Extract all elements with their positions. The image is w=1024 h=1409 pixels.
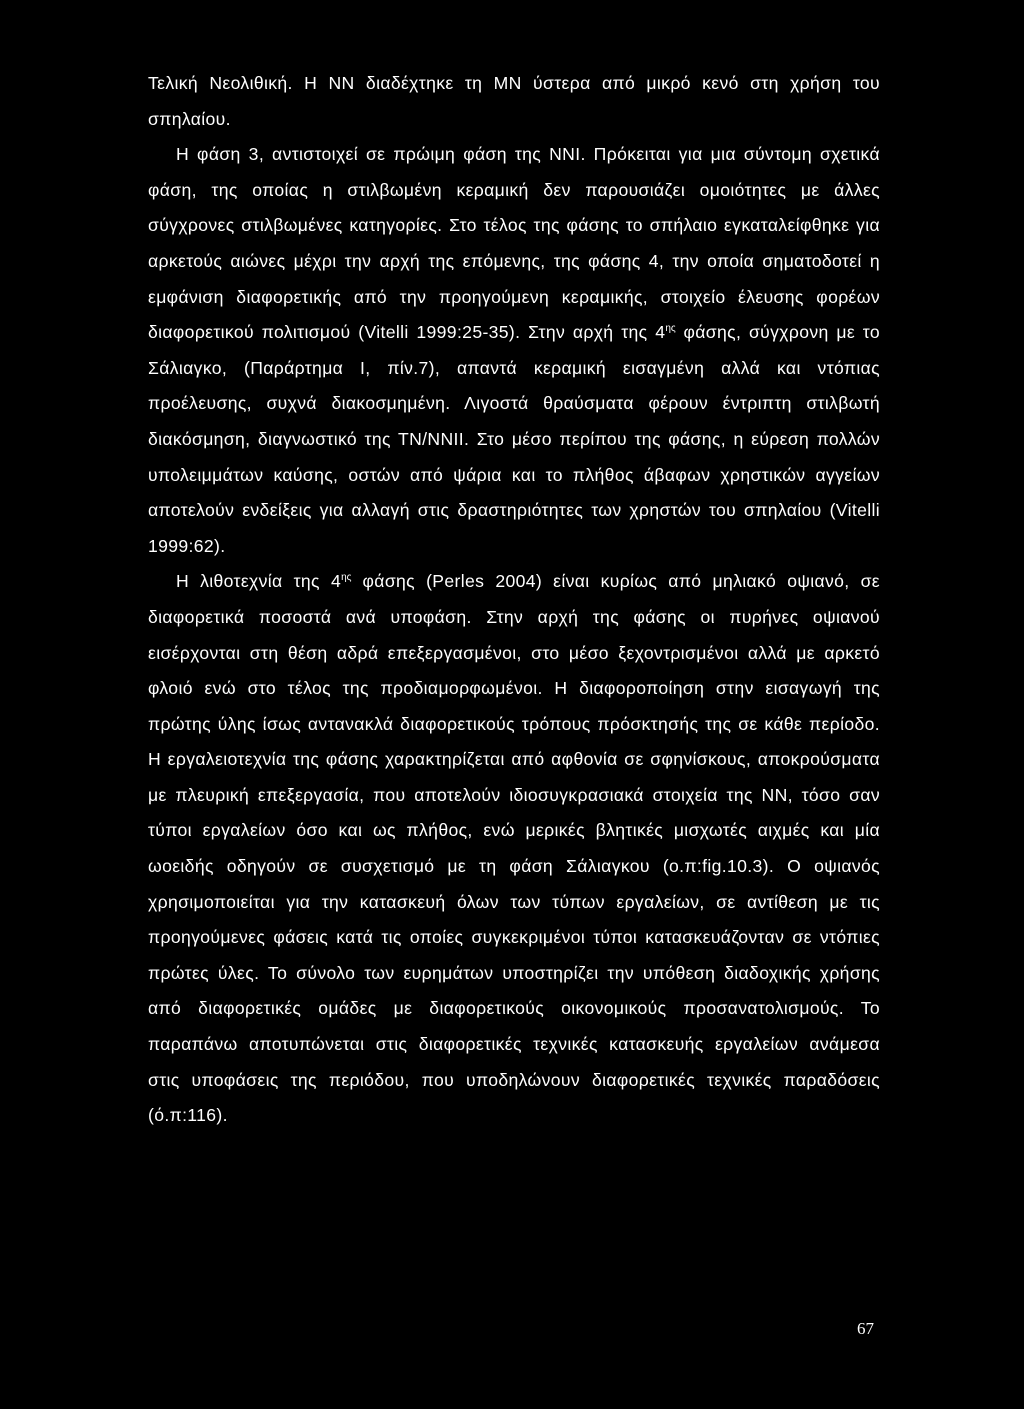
page-number: 67 — [857, 1319, 874, 1338]
paragraph-1-text: Τελική Νεολιθική. Η ΝΝ διαδέχτηκε τη ΜΝ ύστερα από μικρό κενό στη χρήση του σπηλαίου. — [148, 73, 880, 129]
paragraph-3 — [148, 564, 880, 1134]
paragraph-1 — [148, 66, 880, 137]
body-text — [148, 66, 880, 1134]
paragraph-2-text-a: Η φάση 3, αντιστοιχεί σε πρώιμη φάση της ΝΝΙ. Πρόκειται για μια σύντομη σχετικά φάση, της οποίας η στιλβωμένη κεραμική δεν παρουσιάζει ομοιότητες με άλλες σύγχρονες στιλβωμένες κατηγορίες. Στο τέλος της φάσης το σπήλαιο εγκαταλείφθηκε για αρκετούς αιώνες μέχρι την αρχή της επόμενης, της φάσης 4, την οποία σηματοδοτεί η εμφάνιση διαφορετικής από την προηγούμενη κεραμικής, στοιχείο έλευσης φορέων διαφορετικού πολιτισμού (Vitelli 1999:25-35). Στην αρχή της 4 — [148, 144, 880, 343]
paragraph-2-superscript: ης — [665, 323, 676, 335]
paragraph-3-text-a: Η λιθοτεχνία της 4 — [176, 571, 342, 592]
paragraph-2-text-b: φάσης, σύγχρονη με το Σάλιαγκο, (Παράρτημα Ι, πίν.7), απαντά κεραμική εισαγμένη αλλά και ντόπιας προέλευσης, συχνά διακοσμημένη. Λιγοστά θραύσματα φέρουν έντριπτη στιλβωτή διακόσμηση, διαγνωστικό της ΤΝ/ΝΝΙΙ. Στο μέσο περίπου της φάσης, η εύρεση πολλών υπολειμμάτων καύσης, οστών από ψάρια και το πλήθος άβαφων χρηστικών αγγείων αποτελούν ενδείξεις για αλλαγή στις δραστηριότητες των χρηστών του σπηλαίου (Vitelli 1999:62). — [148, 322, 880, 556]
paragraph-2 — [148, 137, 880, 564]
paragraph-3-text-b: φάσης (Perles 2004) είναι κυρίως από μηλιακό οψιανό, σε διαφορετικά ποσοστά ανά υποφάση. Στην αρχή της φάσης οι πυρήνες οψιανού εισέρχονται στη θέση αδρά επεξεργασμένοι, στο μέσο ξεχοντρισμένοι αλλά με αρκετό φλοιό ενώ στο τέλος της προδιαμορφωμένοι. Η διαφοροποίηση στην εισαγωγή της πρώτης ύλης ίσως αντανακλά διαφορετικούς τρόπους πρόσκτησής της σε κάθε περίοδο. Η εργαλειοτεχνία της φάσης χαρακτηρίζεται από αφθονία σε σφηνίσκους, αποκρούσματα με πλευρική επεξεργασία, που αποτελούν ιδιοσυγκρασιακά στοιχεία της ΝΝ, τόσο σαν τύποι εργαλείων όσο και ως πλήθος, ενώ μερικές βλητικές μισχωτές αιχμές και μία ωοειδής οδηγούν σε συσχετισμό με τη φάση Σάλιαγκου (ο.π:fig.10.3). Ο οψιανός χρησιμοποιείται για την κατασκευή όλων των τύπων εργαλείων, σε αντίθεση με τις προηγούμενες φάσεις κατά τις οποίες συγκεκριμένοι τύποι κατασκευάζονταν σε ντόπιες πρώτες ύλες. Το σύνολο των ευρημάτων υποστηρίζει την υπόθεση διαδοχικής χρήσης από διαφορετικές ομάδες με διαφορετικούς οικονομικούς προσανατολισμούς. Το παραπάνω αποτυπώνεται στις διαφορετικές τεχνικές κατασκευής εργαλείων ανάμεσα στις υποφάσεις της περιόδου, που υποδηλώνουν διαφορετικές τεχνικές παραδόσεις (ό.π:116). — [148, 571, 880, 1126]
paragraph-3-superscript: ης — [341, 572, 352, 584]
